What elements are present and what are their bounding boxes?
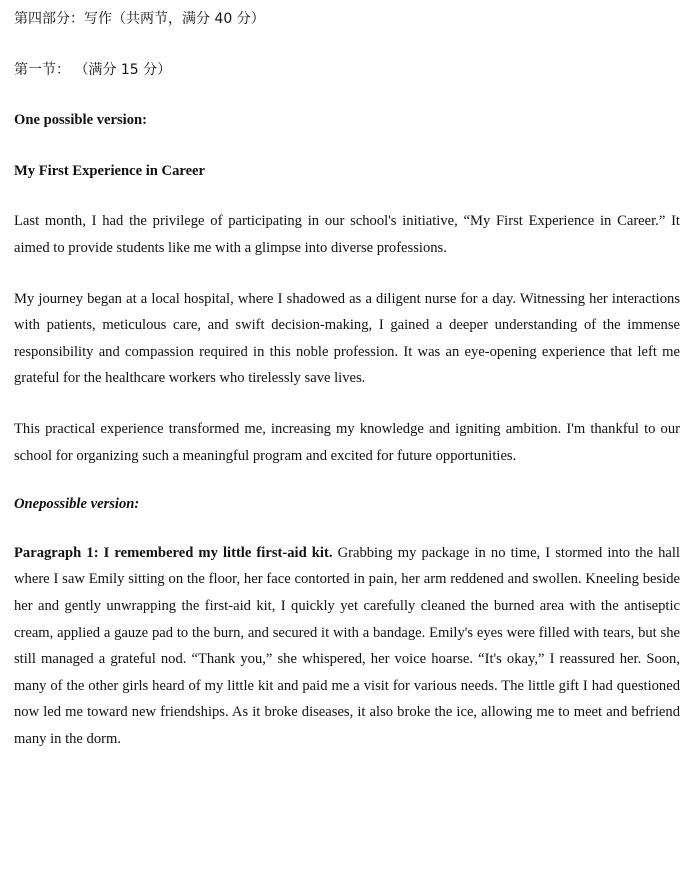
version-label-1: One possible version: (14, 112, 147, 129)
spacer (14, 33, 680, 57)
spacer (14, 262, 680, 286)
section-heading: 第四部分：写作（共两节，满分 40 分） (14, 11, 265, 27)
part1-heading: 第一节： （满分 15 分） (14, 61, 172, 78)
essay-paragraph-2: My journey began at a local hospital, where I shadowed as a diligent nurse for a day. Witnessing her interactions with patients, meticulous care, and swift decision-making, I gained a deeper understanding of the immense responsibility and compassion required in this noble profession. It was an eye-opening experience that left me grateful for the healthcare workers who tirelessly save lives. (14, 290, 680, 387)
spacer (14, 184, 680, 208)
continuation-paragraph-1 (14, 540, 680, 753)
spacer (14, 134, 680, 158)
essay-paragraph-1: Last month, I had the privilege of participating in our school's initiative, “My First Experience in Career.” It aimed to provide students like me with a glimpse into diverse professions. (14, 213, 680, 256)
spacer (14, 392, 680, 416)
paragraph-lead-sentence: Paragraph 1: I remembered my little first-aid kit. (14, 544, 333, 561)
essay-title: My First Experience in Career (14, 162, 206, 179)
paragraph-body: Grabbing my package in no time, I stormed into the hall where I saw Emily sitting on the floor, her face contorted in pain, her arm reddened and swollen. Kneeling beside her and gently unwrapping the first-aid kit, I quickly yet carefully cleaned the burned area with the antiseptic cream, applied a gauze pad to the burn, and secured it with a bandage. Emily's eyes were filled with tears, but she still managed a grateful nod. “Thank you,” she whispered, her voice hoarse. “It's okay,” I reassured her. Soon, many of the other girls heard of my little kit and paid me a visit for various needs. The little gift I had questioned now led me toward new friendships. As it broke diseases, it also broke the ice, allowing me to meet and befriend many in the dorm. (14, 544, 680, 747)
document-page (14, 6, 680, 752)
spacer (14, 518, 680, 540)
essay-paragraph-3: This practical experience transformed me, increasing my knowledge and igniting ambition. I'm thankful to our school for organizing such a meaningful program and excited for future opportunities. (14, 420, 680, 464)
version-label-2: Onepossible version: (14, 496, 140, 513)
spacer (14, 469, 680, 491)
spacer (14, 83, 680, 107)
